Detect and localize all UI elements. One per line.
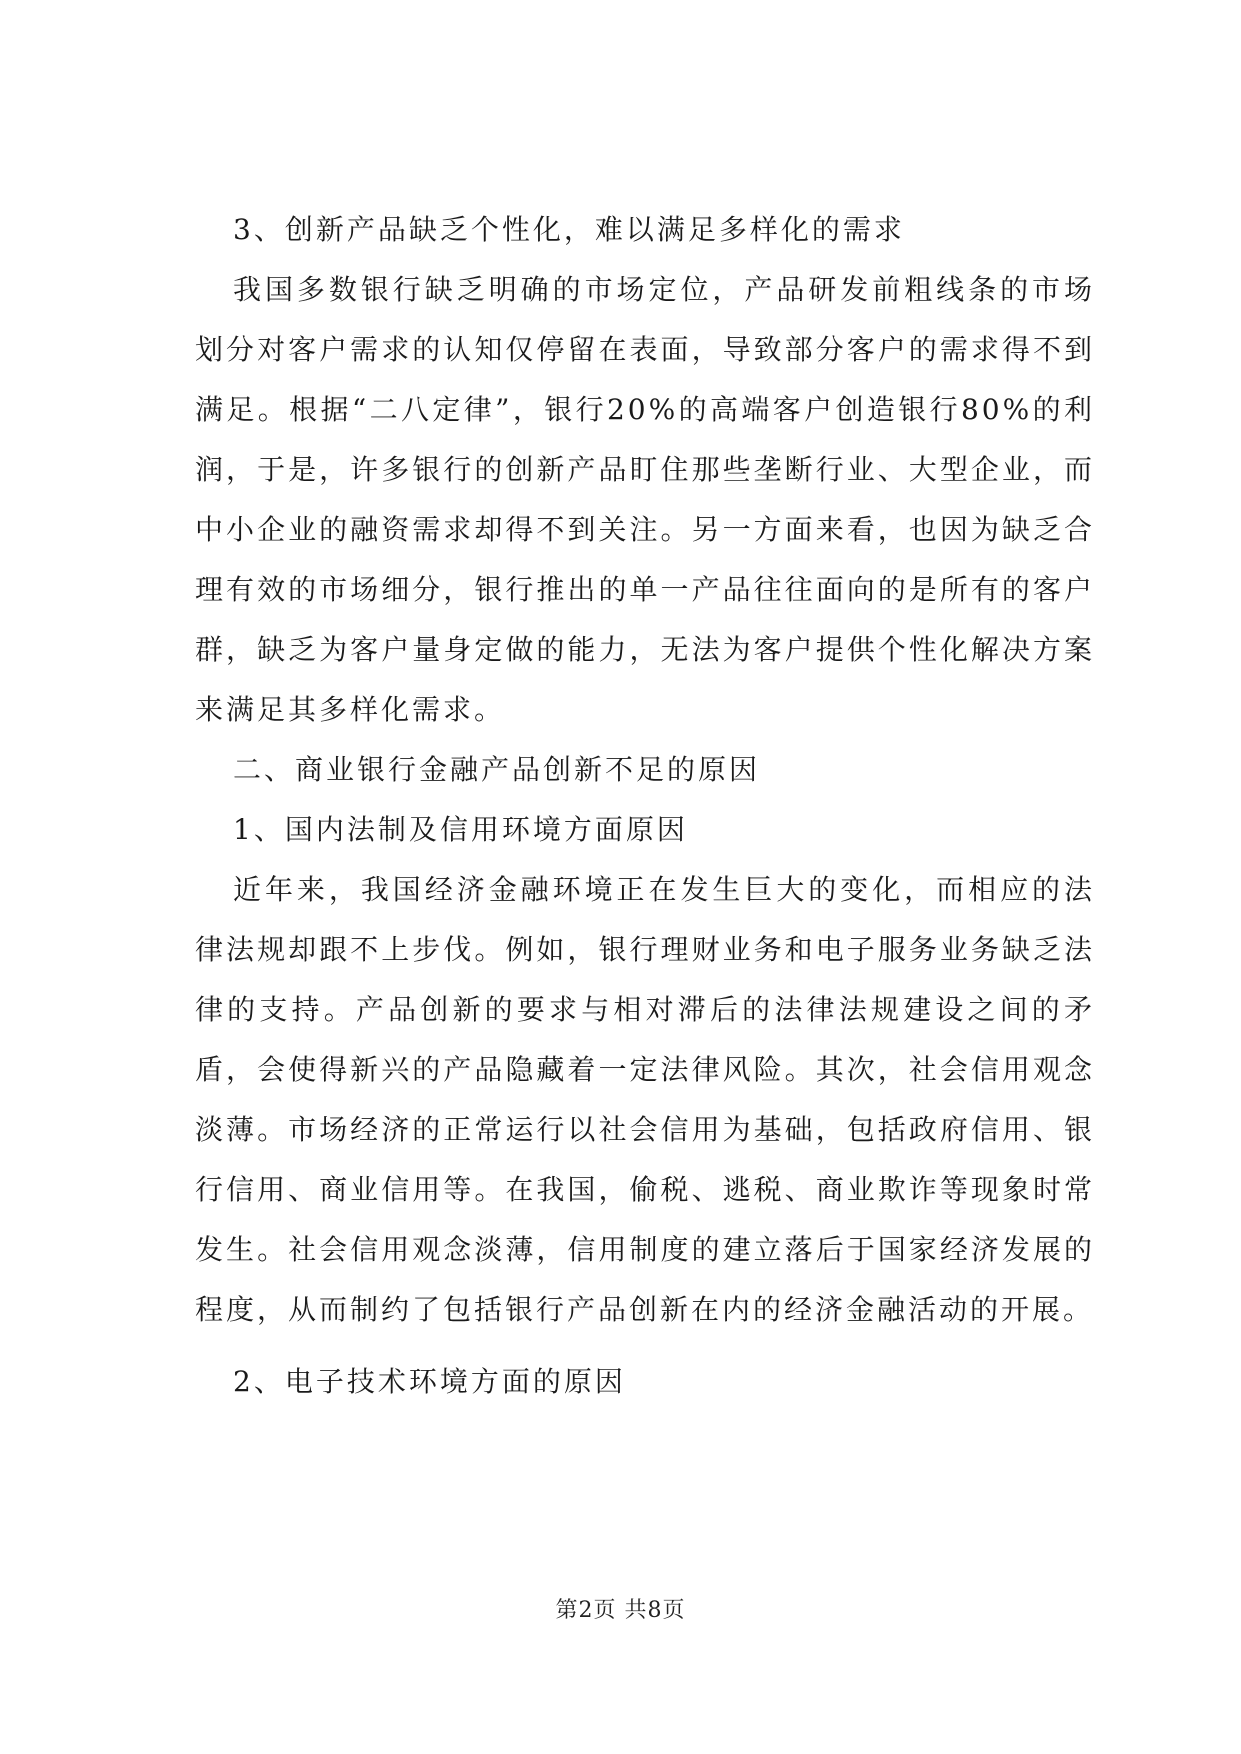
chapter-heading-causes: 二、商业银行金融产品创新不足的原因 (233, 753, 761, 786)
subsection-heading-legal-credit: 1、国内法制及信用环境方面原因 (233, 813, 688, 846)
subsection-heading-electronic-tech: 2、电子技术环境方面的原因 (233, 1365, 626, 1398)
document-body (195, 200, 1095, 1412)
paragraph-market-positioning: 我国多数银行缺乏明确的市场定位，产品研发前粗线条的市场划分对客户需求的认知仅停留在表面，导致部分客户的需求得不到满足。根据“二八定律”，银行20%的高端客户创造银行80%的利润，于是，许多银行的创新产品盯住那些垄断行业、大型企业，而中小企业的融资需求却得不到关注。另一方面来看，也因为缺乏合理有效的市场细分，银行推出的单一产品往往面向的是所有的客户群，缺乏为客户量身定做的能力，无法为客户提供个性化解决方案来满足其多样化需求。 (195, 273, 1095, 726)
paragraph-legal-credit-environment: 近年来，我国经济金融环境正在发生巨大的变化，而相应的法律法规却跟不上步伐。例如，银行理财业务和电子服务业务缺乏法律的支持。产品创新的要求与相对滞后的法律法规建设之间的矛盾，会使得新兴的产品隐藏着一定法律风险。其次，社会信用观念淡薄。市场经济的正常运行以社会信用为基础，包括政府信用、银行信用、商业信用等。在我国，偷税、逃税、商业欺诈等现象时常发生。社会信用观念淡薄，信用制度的建立落后于国家经济发展的程度，从而制约了包括银行产品创新在内的经济金融活动的开展。 (195, 873, 1095, 1326)
section-heading-innovation-personalization: 3、创新产品缺乏个性化，难以满足多样化的需求 (233, 213, 905, 246)
page-number-footer: 第2页 共8页 (555, 1598, 686, 1623)
